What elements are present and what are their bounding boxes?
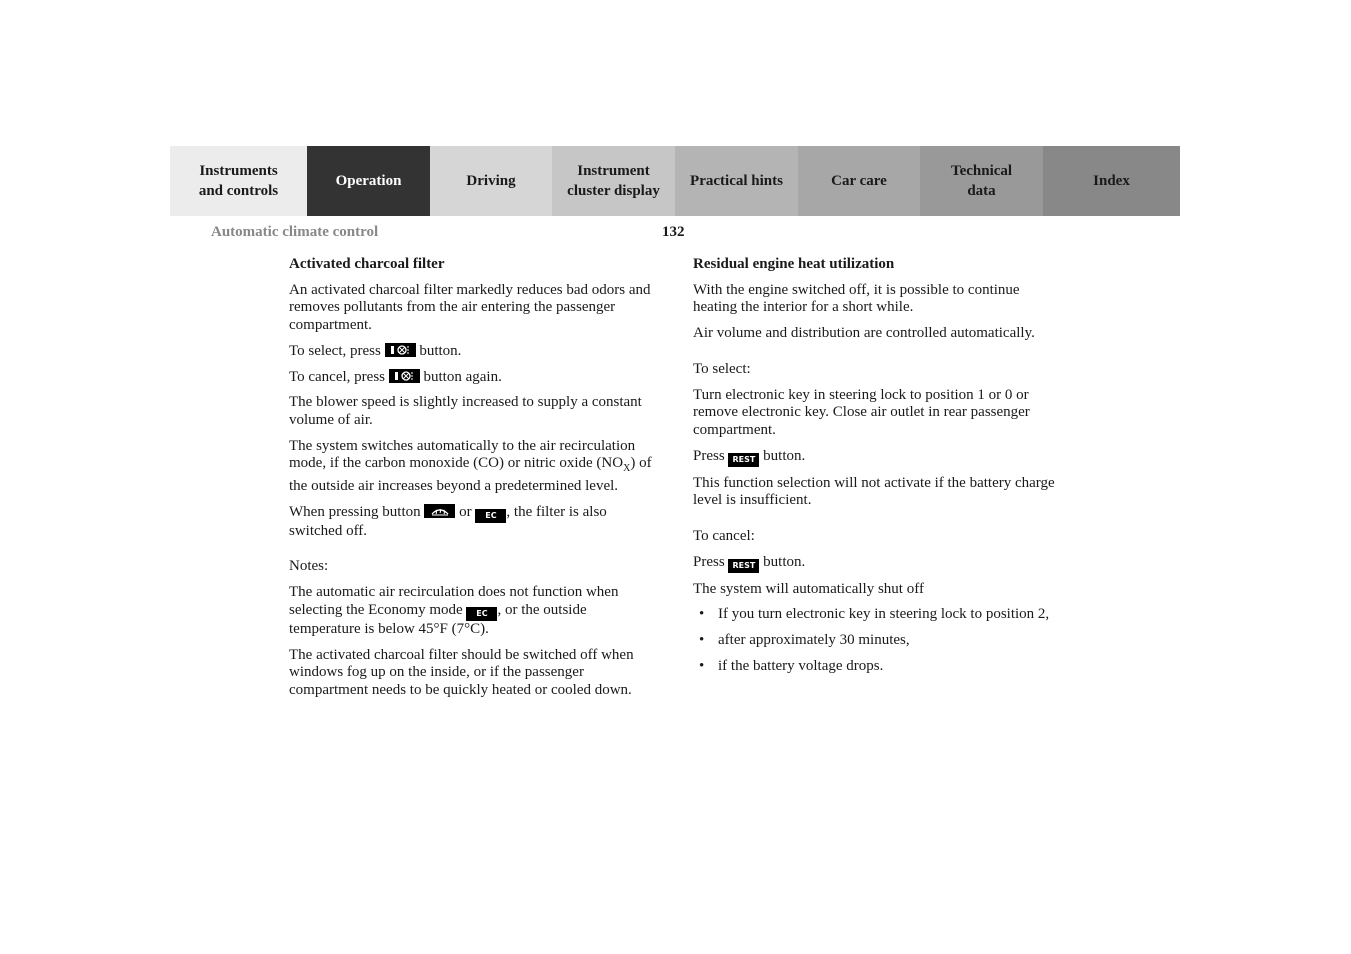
ec-button-icon: EC — [466, 607, 497, 621]
select-text-pre: To select, press — [289, 342, 381, 359]
note1-text-a: The automatic air recirculation does not function when selecting the Economy mode — [289, 584, 619, 618]
note-economy-mode — [289, 584, 659, 638]
paragraph-select — [289, 343, 659, 361]
paragraph-turn-key: Turn electronic key in steering lock to position 1 or 0 or remove electronic key. Close air outlet in rear passenger compartment. — [693, 386, 1030, 438]
paragraph-shut-off: The system will automatically shut off — [693, 580, 924, 597]
rest-button-icon: REST — [728, 559, 759, 573]
heading-residual-engine-heat: Residual engine heat utilization — [693, 256, 895, 272]
pressing-text-b: , the filter is also switched off. — [289, 503, 607, 539]
section-title: Automatic climate control — [211, 224, 379, 240]
select-text-post: button. — [419, 342, 462, 359]
tab-practical-hints[interactable]: Practical hints — [675, 146, 798, 216]
paragraph-cancel — [289, 369, 659, 387]
note-windows-fog: The activated charcoal filter should be switched off when windows fog up on the inside, or if the passenger compartment needs to be quickly heated or cooled down. — [289, 646, 634, 698]
paragraph-intro: An activated charcoal filter markedly reduces bad odors and removes pollutants from the air entering the passenger compartment. — [289, 281, 651, 334]
paragraph-battery-level: This function selection will not activate if the battery charge level is insufficient. — [693, 474, 1055, 509]
notes-label: Notes: — [289, 558, 329, 575]
list-item-text: If you turn electronic key in steering lock to position 2, — [718, 606, 1050, 623]
tab-instruments-and-controls[interactable]: Instruments and controls — [170, 146, 307, 216]
chapter-tabs — [170, 146, 1180, 216]
cancel-text-post: button again. — [423, 368, 502, 385]
paragraph-air-volume: Air volume and distribution are controlled automatically. — [693, 325, 1035, 342]
ec-button-icon: EC — [475, 509, 506, 523]
defrost-button-icon — [424, 504, 455, 518]
tab-instrument-cluster-display[interactable]: Instrument cluster display — [552, 146, 675, 216]
nox-subscript: X — [623, 463, 631, 475]
right-column — [693, 256, 1063, 684]
paragraph-recirculation — [289, 438, 659, 496]
list-item — [693, 658, 1063, 676]
note1-text-b: , or the outside temperature is below 45°F (7°C). — [289, 601, 587, 637]
recirc-text-b: ) of the outside air increases beyond a predetermined level. — [289, 455, 652, 495]
press-text: Press — [693, 447, 725, 464]
list-item-text: if the battery voltage drops. — [718, 657, 884, 674]
pressing-text-or: or — [459, 503, 472, 520]
shut-off-conditions-list — [693, 606, 1063, 675]
rest-button-icon: REST — [728, 453, 759, 467]
press-text: Press — [693, 553, 725, 570]
list-item — [693, 606, 1063, 624]
paragraph-pressing-button — [289, 504, 659, 541]
bullet-dot: • — [699, 606, 705, 623]
to-select-label: To select: — [693, 360, 751, 377]
tab-driving[interactable]: Driving — [430, 146, 552, 216]
heading-activated-charcoal-filter: Activated charcoal filter — [289, 256, 445, 272]
bullet-dot: • — [699, 657, 705, 674]
charcoal-filter-button-icon — [389, 369, 420, 383]
button-text: button. — [763, 447, 806, 464]
tab-operation[interactable]: Operation — [307, 146, 430, 216]
tab-technical-data[interactable]: Technical data — [920, 146, 1043, 216]
to-cancel-label: To cancel: — [693, 528, 755, 545]
left-column — [289, 256, 659, 708]
paragraph-residual-intro: With the engine switched off, it is possible to continue heating the interior for a short while. — [693, 281, 1020, 316]
pressing-text-a: When pressing button — [289, 503, 421, 520]
paragraph-press-rest-select — [693, 448, 1063, 467]
bullet-dot: • — [699, 632, 705, 649]
paragraph-blower: The blower speed is slightly increased to supply a constant volume of air. — [289, 394, 642, 428]
page-number: 132 — [662, 224, 685, 240]
tab-car-care[interactable]: Car care — [798, 146, 920, 216]
list-item — [693, 632, 1063, 650]
paragraph-press-rest-cancel — [693, 554, 1063, 573]
tab-index[interactable]: Index — [1043, 146, 1180, 216]
recirc-text-a: The system switches automatically to the air recirculation mode, if the carbon monoxide (CO) or nitric oxide (NO — [289, 437, 636, 472]
list-item-text: after approximately 30 minutes, — [718, 632, 910, 649]
charcoal-filter-button-icon — [385, 343, 416, 357]
cancel-text-pre: To cancel, press — [289, 368, 385, 385]
button-text: button. — [763, 553, 806, 570]
